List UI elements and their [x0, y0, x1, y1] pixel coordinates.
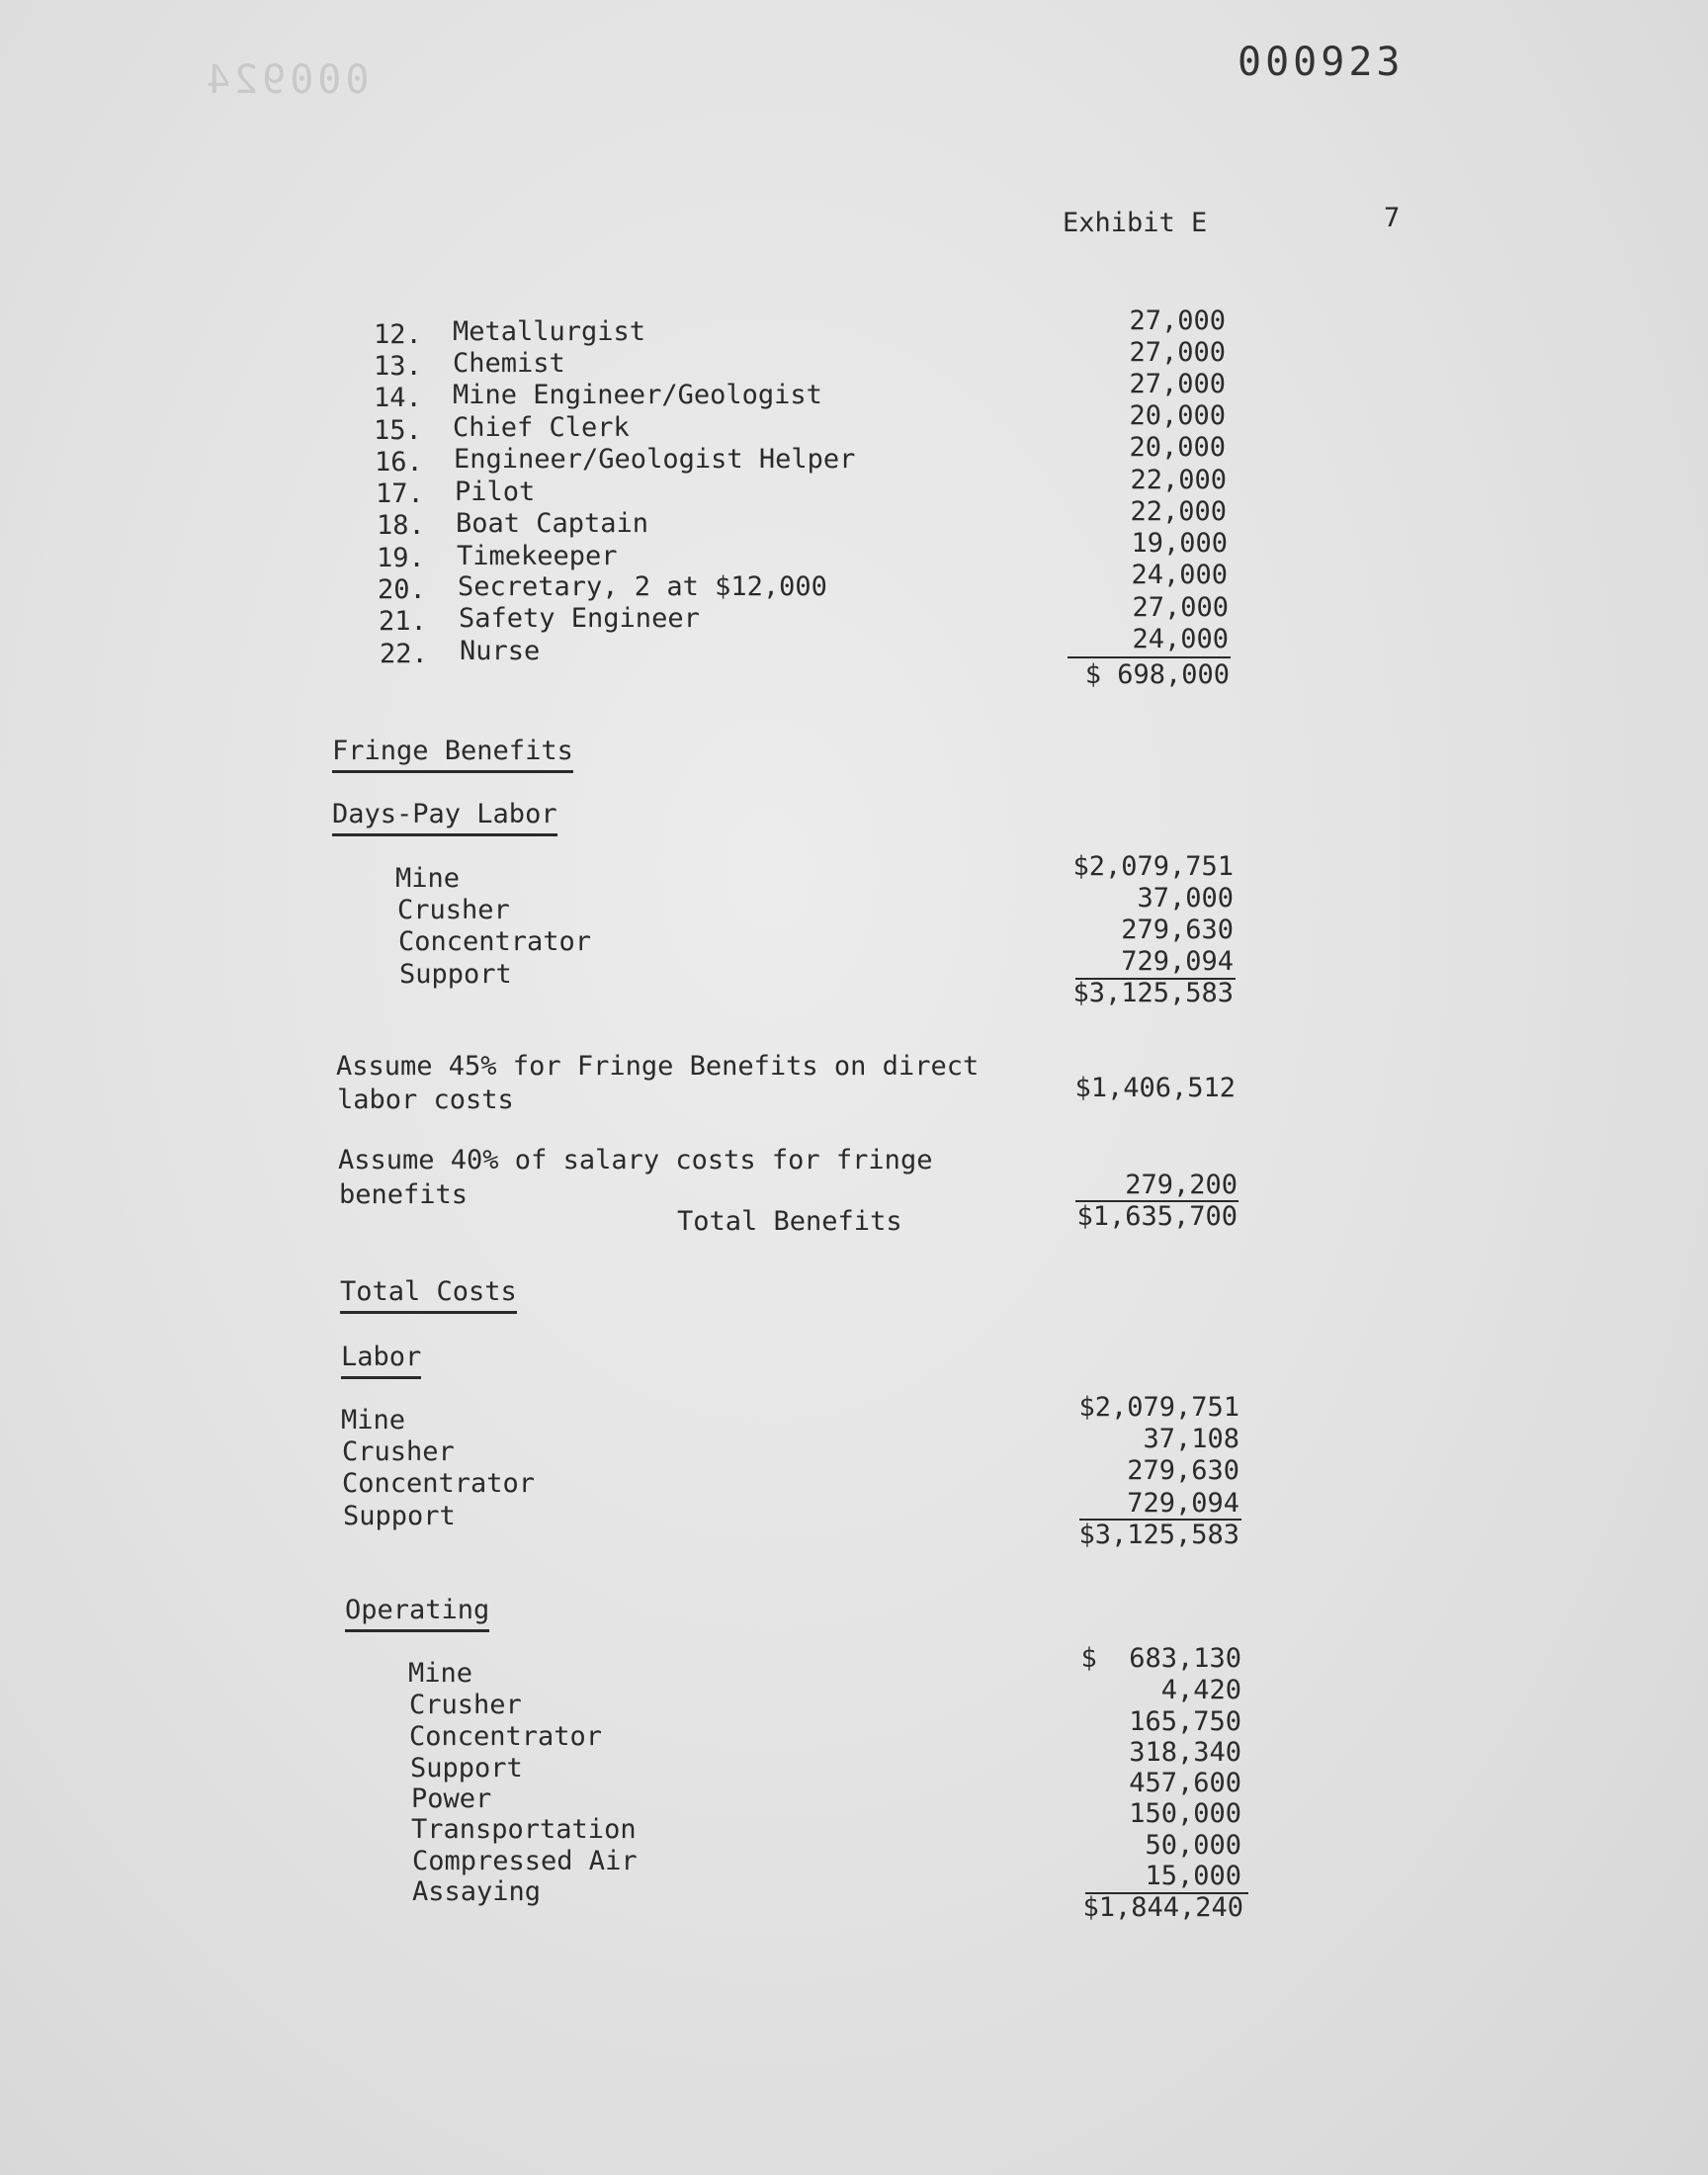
document-number-stamp: 000923 — [1238, 40, 1405, 85]
line-item-label: Compressed Air — [412, 1846, 638, 1876]
line-item-value: 37,000 — [1137, 883, 1234, 914]
list-item-value: 27,000 — [1129, 337, 1226, 368]
list-item-label: Secretary, 2 at $12,000 — [458, 571, 827, 602]
line-item-label: Crusher — [397, 895, 510, 925]
assumption-text: Assume 45% for Fringe Benefits on direct — [336, 1051, 980, 1082]
line-item-label: Support — [343, 1501, 456, 1531]
list-item-value: 27,000 — [1129, 305, 1226, 336]
section-heading: Fringe Benefits — [332, 736, 573, 773]
assumption-value: $1,406,512 — [1074, 1073, 1236, 1103]
line-item-value: 279,630 — [1121, 914, 1234, 945]
line-item-value: 50,000 — [1145, 1830, 1241, 1861]
operating-total: $1,844,240 — [1082, 1892, 1243, 1923]
line-item-label: Support — [399, 959, 512, 990]
fringe-days-pay-total: $3,125,583 — [1072, 978, 1234, 1008]
line-item-value: $ 683,130 — [1080, 1643, 1241, 1674]
list-item-value: 24,000 — [1131, 560, 1228, 590]
list-item-label: Metallurgist — [453, 316, 646, 347]
subsection-heading: Days-Pay Labor — [332, 799, 557, 836]
list-item-label: Pilot — [455, 477, 536, 507]
staff-total: $ 698,000 — [1084, 659, 1230, 690]
exhibit-label: Exhibit E — [1063, 208, 1208, 238]
list-item-value: 27,000 — [1129, 369, 1226, 399]
list-item-label: Mine Engineer/Geologist — [453, 380, 822, 410]
list-item-label: Safety Engineer — [459, 603, 700, 634]
list-item-value: 22,000 — [1130, 496, 1227, 527]
list-item-number: 21. — [379, 606, 427, 637]
line-item-label: Concentrator — [398, 926, 592, 957]
list-item-label: Timekeeper — [457, 541, 618, 571]
assumption-text: labor costs — [337, 1085, 514, 1115]
list-item-value: 24,000 — [1132, 624, 1229, 654]
total-benefits-label: Total Benefits — [677, 1206, 902, 1237]
total-rule — [1068, 656, 1231, 658]
line-item-label: Support — [410, 1753, 523, 1784]
line-item-value: $2,079,751 — [1072, 851, 1234, 882]
list-item-number: 16. — [375, 447, 423, 478]
line-item-label: Transportation — [411, 1814, 637, 1845]
list-item-number: 19. — [377, 543, 425, 573]
list-item-value: 20,000 — [1129, 432, 1226, 463]
line-item-label: Concentrator — [409, 1721, 603, 1752]
line-item-value: 279,630 — [1127, 1455, 1239, 1486]
line-item-value: 4,420 — [1160, 1675, 1241, 1705]
list-item-number: 17. — [376, 478, 424, 509]
line-item-label: Power — [411, 1784, 492, 1814]
line-item-label: Mine — [395, 863, 461, 894]
assumption-text: Assume 40% of salary costs for fringe — [338, 1145, 933, 1175]
subsection-heading: Operating — [345, 1595, 489, 1632]
line-item-value: 318,340 — [1129, 1737, 1241, 1768]
list-item-number: 14. — [374, 383, 422, 413]
section-heading: Total Costs — [340, 1276, 517, 1314]
line-item-value: $2,079,751 — [1078, 1392, 1239, 1423]
list-item-value: 22,000 — [1130, 465, 1227, 495]
list-item-value: 20,000 — [1129, 400, 1226, 431]
line-item-value: 37,108 — [1143, 1424, 1239, 1454]
line-item-label: Assaying — [412, 1876, 542, 1907]
list-item-label: Nurse — [460, 636, 541, 666]
line-item-value: 729,094 — [1121, 946, 1234, 977]
list-item-number: 18. — [377, 510, 425, 541]
list-item-number: 12. — [374, 319, 422, 350]
list-item-label: Engineer/Geologist Helper — [454, 444, 856, 475]
line-item-label: Crusher — [409, 1690, 522, 1720]
total-benefits-value: $1,635,700 — [1076, 1201, 1238, 1232]
assumption-value: 279,200 — [1125, 1170, 1238, 1200]
line-item-value: 729,094 — [1127, 1488, 1239, 1519]
list-item-number: 15. — [374, 415, 422, 446]
list-item-number: 13. — [374, 351, 422, 382]
list-item-label: Chief Clerk — [453, 412, 630, 443]
line-item-value: 457,600 — [1129, 1768, 1241, 1798]
list-item-label: Boat Captain — [456, 508, 649, 539]
labor-total: $3,125,583 — [1078, 1520, 1239, 1550]
line-item-label: Mine — [408, 1658, 473, 1689]
list-item-number: 22. — [380, 639, 428, 669]
list-item-value: 19,000 — [1131, 528, 1228, 559]
list-item-label: Chemist — [453, 348, 565, 379]
assumption-text: benefits — [339, 1179, 469, 1210]
list-item-value: 27,000 — [1132, 592, 1229, 623]
line-item-value: 165,750 — [1129, 1706, 1241, 1737]
line-item-label: Concentrator — [342, 1468, 536, 1499]
line-item-value: 150,000 — [1129, 1798, 1241, 1829]
line-item-label: Crusher — [342, 1436, 455, 1467]
mirrored-bleed-through-number: 000924 — [203, 57, 370, 103]
line-item-value: 15,000 — [1145, 1861, 1241, 1891]
page-number: 7 — [1384, 203, 1401, 233]
line-item-label: Mine — [341, 1405, 406, 1436]
list-item-number: 20. — [378, 574, 426, 605]
subsection-heading: Labor — [341, 1342, 421, 1379]
